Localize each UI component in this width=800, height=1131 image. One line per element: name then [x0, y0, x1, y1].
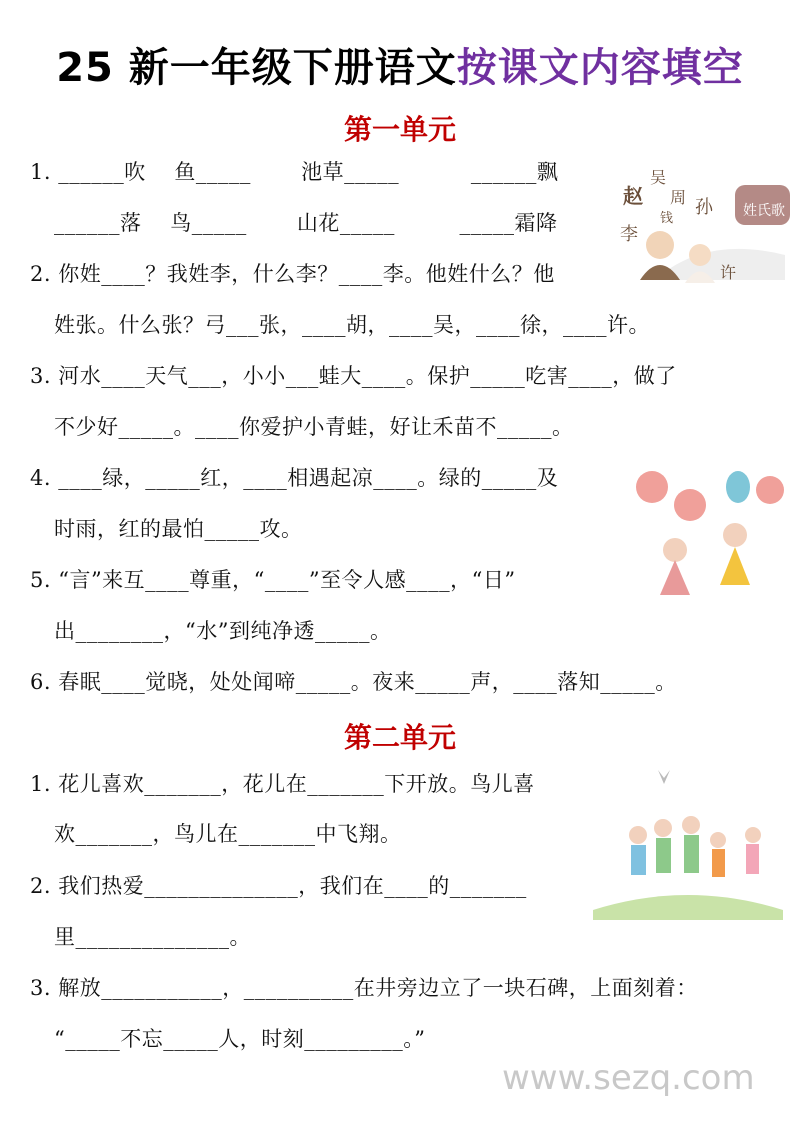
page-title [0, 36, 800, 93]
question-line: 1. 花儿喜欢_______，花儿在_______下开放。鸟儿喜 [30, 772, 535, 796]
title-accent: 按课文内容填空 [456, 45, 744, 91]
question-line: 4. ____绿，_____红，____相遇起凉____。绿的_____及 [30, 466, 559, 490]
question-line: 欢_______，鸟儿在_______中飞翔。 [54, 822, 402, 846]
question-line: “_____不忘_____人，时刻_________。” [54, 1027, 426, 1051]
question-line: 姓张。什么张？弓___张，____胡，____吴，____徐，____许。 [54, 313, 650, 337]
surname-char: 吴 [650, 168, 667, 187]
watermark: www.sezq.com [502, 1058, 755, 1098]
question-line: 出________，“水”到纯净透_____。 [54, 619, 392, 643]
question-line: 不少好_____。____你爱护小青蛙，好让禾苗不_____。 [54, 415, 574, 439]
sign-text: 姓氏歌 [743, 203, 785, 219]
surname-char: 赵 [623, 184, 643, 208]
question-line: 3. 解放___________，__________在井旁边立了一块石碑，上面刻着： [30, 976, 698, 1000]
question-line: 6. 春眠____觉晓，处处闻啼_____。夜来_____声，____落知_____。 [30, 670, 677, 694]
question-line: 1. ______吹 鱼_____ 池草_____ ______飘 [30, 160, 559, 184]
question-line: 里______________。 [54, 925, 251, 949]
surname-char: 钱 [660, 211, 674, 226]
title-main: 25 新一年级下册语文 [56, 45, 457, 91]
question-line: ______落 鸟_____ 山花_____ _____霜降 [54, 211, 558, 235]
surname-char: 许 [720, 263, 737, 282]
unit2-heading: 第二单元 [343, 721, 456, 754]
surname-char: 周 [670, 188, 687, 207]
lantern-girls-illustration [630, 465, 795, 615]
unit1-heading: 第一单元 [343, 113, 456, 146]
question-line: 5. “言”来互____尊重，“____”至令人感____，“日” [30, 568, 516, 592]
question-line: 2. 我们热爱______________，我们在____的_______ [30, 874, 527, 898]
question-line: 2. 你姓____？我姓李，什么李？____李。他姓什么？他 [30, 262, 555, 286]
children-illustration [588, 760, 788, 925]
question-line: 时雨，红的最怕_____攻。 [54, 517, 303, 541]
surname-song-illustration [615, 165, 795, 285]
question-line: 3. 河水____天气___，小小___蛙大____。保护_____吃害____，做了 [30, 364, 677, 388]
surname-char: 李 [620, 224, 638, 245]
surname-char: 孙 [695, 197, 713, 218]
